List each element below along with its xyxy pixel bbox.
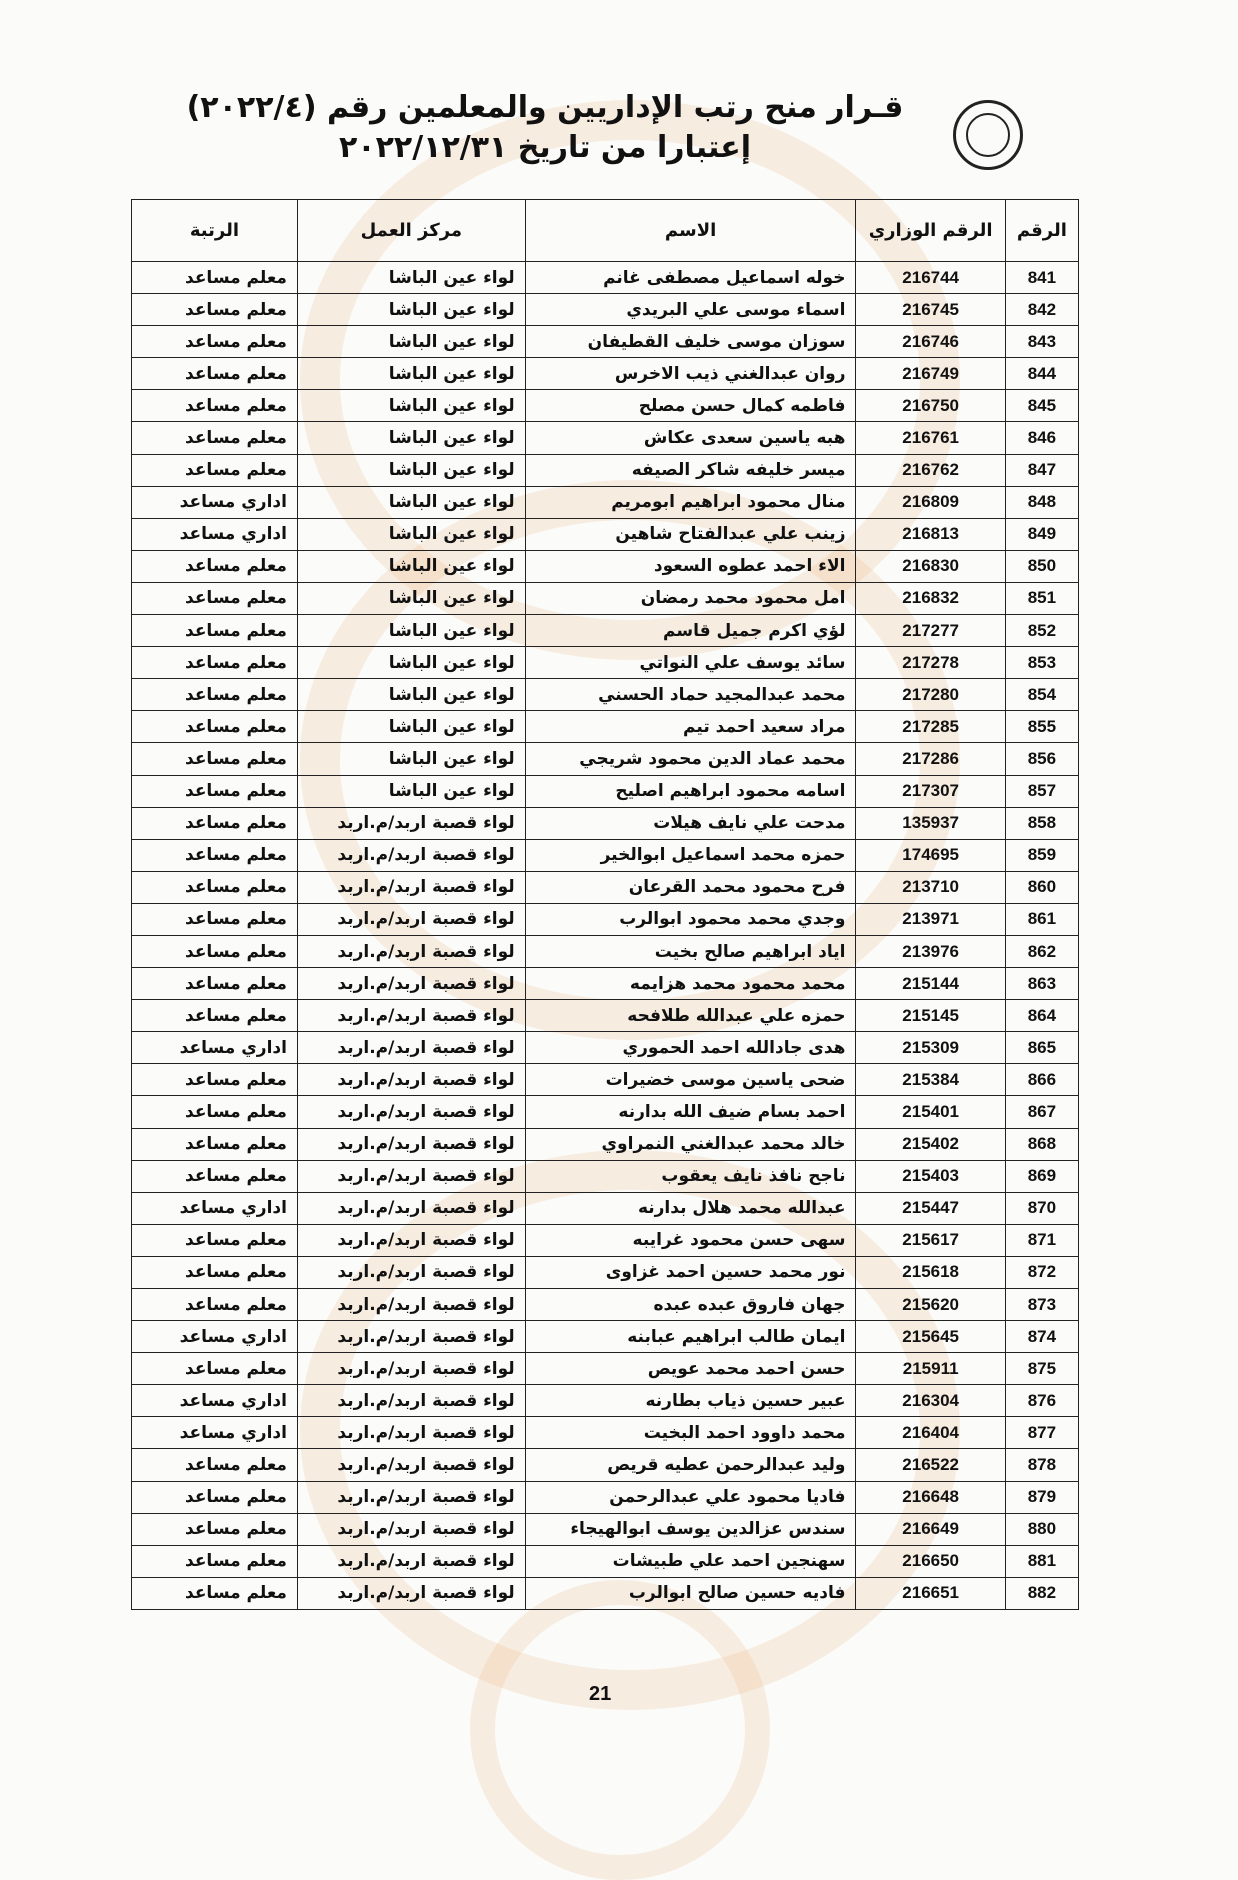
row-ministry-id: 216762 bbox=[856, 454, 1005, 486]
table-row bbox=[132, 1128, 1079, 1160]
row-name: زينب علي عبدالفتاح شاهين bbox=[525, 518, 856, 550]
row-seq: 862 bbox=[1005, 935, 1078, 967]
row-rank: معلم مساعد bbox=[132, 1513, 298, 1545]
row-ministry-id: 215402 bbox=[856, 1128, 1005, 1160]
table-row bbox=[132, 711, 1079, 743]
row-name: ايمان طالب ابراهيم عبابنه bbox=[525, 1321, 856, 1353]
row-ministry-id: 213971 bbox=[856, 903, 1005, 935]
row-name: مراد سعيد احمد تيم bbox=[525, 711, 856, 743]
table-header-row bbox=[132, 200, 1079, 262]
row-name: لؤي اكرم جميل قاسم bbox=[525, 615, 856, 647]
row-rank: معلم مساعد bbox=[132, 1289, 298, 1321]
watermark-ring bbox=[470, 1580, 770, 1880]
row-seq: 879 bbox=[1005, 1481, 1078, 1513]
table-row bbox=[132, 968, 1079, 1000]
row-ministry-id: 217280 bbox=[856, 679, 1005, 711]
table-row bbox=[132, 1513, 1079, 1545]
row-seq: 871 bbox=[1005, 1224, 1078, 1256]
row-name: فاطمه كمال حسن مصلح bbox=[525, 390, 856, 422]
row-work-center: لواء قصبة اربد/م.اربد bbox=[297, 1577, 525, 1609]
row-seq: 848 bbox=[1005, 486, 1078, 518]
header-ministry-id: الرقم الوزاري bbox=[856, 200, 1005, 262]
row-ministry-id: 216761 bbox=[856, 422, 1005, 454]
row-work-center: لواء قصبة اربد/م.اربد bbox=[297, 1417, 525, 1449]
table-row bbox=[132, 935, 1079, 967]
row-name: اسامه محمود ابراهيم اصليح bbox=[525, 775, 856, 807]
row-seq: 872 bbox=[1005, 1256, 1078, 1288]
table-row bbox=[132, 743, 1079, 775]
table-row bbox=[132, 1353, 1079, 1385]
table-row bbox=[132, 1256, 1079, 1288]
row-work-center: لواء عين الباشا bbox=[297, 486, 525, 518]
row-rank: معلم مساعد bbox=[132, 775, 298, 807]
row-ministry-id: 215617 bbox=[856, 1224, 1005, 1256]
row-work-center: لواء عين الباشا bbox=[297, 775, 525, 807]
row-work-center: لواء قصبة اربد/م.اربد bbox=[297, 839, 525, 871]
row-rank: معلم مساعد bbox=[132, 326, 298, 358]
row-seq: 882 bbox=[1005, 1577, 1078, 1609]
row-name: اسماء موسى علي البريدي bbox=[525, 294, 856, 326]
row-name: ضحى ياسين موسى خضيرات bbox=[525, 1064, 856, 1096]
row-rank: معلم مساعد bbox=[132, 807, 298, 839]
row-ministry-id: 215145 bbox=[856, 1000, 1005, 1032]
row-work-center: لواء عين الباشا bbox=[297, 743, 525, 775]
row-seq: 861 bbox=[1005, 903, 1078, 935]
row-seq: 850 bbox=[1005, 550, 1078, 582]
row-name: محمد داوود احمد البخيت bbox=[525, 1417, 856, 1449]
row-name: محمد عبدالمجيد حماد الحسني bbox=[525, 679, 856, 711]
row-rank: معلم مساعد bbox=[132, 1449, 298, 1481]
table-row bbox=[132, 839, 1079, 871]
row-rank: معلم مساعد bbox=[132, 1353, 298, 1385]
row-rank: معلم مساعد bbox=[132, 968, 298, 1000]
row-seq: 858 bbox=[1005, 807, 1078, 839]
row-work-center: لواء عين الباشا bbox=[297, 294, 525, 326]
row-ministry-id: 216749 bbox=[856, 358, 1005, 390]
row-seq: 867 bbox=[1005, 1096, 1078, 1128]
table-row bbox=[132, 422, 1079, 454]
row-rank: معلم مساعد bbox=[132, 1224, 298, 1256]
row-rank: معلم مساعد bbox=[132, 935, 298, 967]
row-rank: اداري مساعد bbox=[132, 1192, 298, 1224]
row-rank: معلم مساعد bbox=[132, 390, 298, 422]
table-row bbox=[132, 647, 1079, 679]
table-row bbox=[132, 1032, 1079, 1064]
row-rank: اداري مساعد bbox=[132, 1417, 298, 1449]
row-seq: 869 bbox=[1005, 1160, 1078, 1192]
row-ministry-id: 216648 bbox=[856, 1481, 1005, 1513]
table-row bbox=[132, 390, 1079, 422]
row-ministry-id: 215618 bbox=[856, 1256, 1005, 1288]
table-body bbox=[132, 262, 1079, 1610]
table-row bbox=[132, 1417, 1079, 1449]
row-seq: 866 bbox=[1005, 1064, 1078, 1096]
table-row bbox=[132, 1321, 1079, 1353]
row-ministry-id: 174695 bbox=[856, 839, 1005, 871]
table-row bbox=[132, 262, 1079, 294]
row-work-center: لواء عين الباشا bbox=[297, 454, 525, 486]
row-work-center: لواء عين الباشا bbox=[297, 647, 525, 679]
row-ministry-id: 216304 bbox=[856, 1385, 1005, 1417]
row-rank: معلم مساعد bbox=[132, 1256, 298, 1288]
table-row bbox=[132, 582, 1079, 614]
row-rank: معلم مساعد bbox=[132, 743, 298, 775]
row-seq: 881 bbox=[1005, 1545, 1078, 1577]
row-work-center: لواء عين الباشا bbox=[297, 582, 525, 614]
table-row bbox=[132, 1289, 1079, 1321]
row-ministry-id: 216830 bbox=[856, 550, 1005, 582]
row-seq: 845 bbox=[1005, 390, 1078, 422]
row-work-center: لواء عين الباشا bbox=[297, 358, 525, 390]
header-name: الاسم bbox=[525, 200, 856, 262]
row-seq: 860 bbox=[1005, 871, 1078, 903]
table-row bbox=[132, 1160, 1079, 1192]
table-row bbox=[132, 294, 1079, 326]
row-ministry-id: 215309 bbox=[856, 1032, 1005, 1064]
row-seq: 854 bbox=[1005, 679, 1078, 711]
row-rank: معلم مساعد bbox=[132, 454, 298, 486]
row-ministry-id: 213710 bbox=[856, 871, 1005, 903]
row-name: سهنجين احمد علي طبيشات bbox=[525, 1545, 856, 1577]
row-work-center: لواء قصبة اربد/م.اربد bbox=[297, 1545, 525, 1577]
staff-table bbox=[131, 199, 1079, 1610]
row-rank: معلم مساعد bbox=[132, 422, 298, 454]
row-work-center: لواء قصبة اربد/م.اربد bbox=[297, 1256, 525, 1288]
row-seq: 880 bbox=[1005, 1513, 1078, 1545]
row-rank: معلم مساعد bbox=[132, 582, 298, 614]
row-seq: 849 bbox=[1005, 518, 1078, 550]
row-work-center: لواء عين الباشا bbox=[297, 711, 525, 743]
row-seq: 851 bbox=[1005, 582, 1078, 614]
row-ministry-id: 216404 bbox=[856, 1417, 1005, 1449]
table-row bbox=[132, 550, 1079, 582]
row-rank: معلم مساعد bbox=[132, 1160, 298, 1192]
row-ministry-id: 215144 bbox=[856, 968, 1005, 1000]
row-name: خوله اسماعيل مصطفى غانم bbox=[525, 262, 856, 294]
row-seq: 870 bbox=[1005, 1192, 1078, 1224]
document-title: قـرار منح رتب الإداريين والمعلمين رقم (٢٠٢٢/٤) إعتبارا من تاريخ ٢٠٢٢/١٢/٣١ bbox=[186, 90, 904, 165]
row-name: حسن احمد محمد عويص bbox=[525, 1353, 856, 1385]
row-work-center: لواء قصبة اربد/م.اربد bbox=[297, 1289, 525, 1321]
table-row bbox=[132, 1385, 1079, 1417]
row-ministry-id: 217278 bbox=[856, 647, 1005, 679]
row-rank: معلم مساعد bbox=[132, 839, 298, 871]
row-work-center: لواء قصبة اربد/م.اربد bbox=[297, 1032, 525, 1064]
row-seq: 853 bbox=[1005, 647, 1078, 679]
row-rank: معلم مساعد bbox=[132, 711, 298, 743]
row-work-center: لواء عين الباشا bbox=[297, 615, 525, 647]
row-ministry-id: 215911 bbox=[856, 1353, 1005, 1385]
table-row bbox=[132, 518, 1079, 550]
table-row bbox=[132, 1096, 1079, 1128]
row-ministry-id: 216746 bbox=[856, 326, 1005, 358]
row-ministry-id: 216750 bbox=[856, 390, 1005, 422]
table-row bbox=[132, 807, 1079, 839]
table-row bbox=[132, 1224, 1079, 1256]
row-name: سندس عزالدين يوسف ابوالهيجاء bbox=[525, 1513, 856, 1545]
row-name: عبير حسين ذياب بطارنه bbox=[525, 1385, 856, 1417]
row-rank: اداري مساعد bbox=[132, 486, 298, 518]
row-name: هدى جادالله احمد الحموري bbox=[525, 1032, 856, 1064]
row-name: ناجح نافذ نايف يعقوب bbox=[525, 1160, 856, 1192]
row-name: امل محمود محمد رمضان bbox=[525, 582, 856, 614]
row-name: وليد عبدالرحمن عطيه قريص bbox=[525, 1449, 856, 1481]
row-rank: معلم مساعد bbox=[132, 1545, 298, 1577]
row-name: محمد عماد الدين محمود شريجي bbox=[525, 743, 856, 775]
row-name: خالد محمد عبدالغني النمراوي bbox=[525, 1128, 856, 1160]
row-seq: 874 bbox=[1005, 1321, 1078, 1353]
row-seq: 863 bbox=[1005, 968, 1078, 1000]
row-name: هبه ياسين سعدى عكاش bbox=[525, 422, 856, 454]
row-ministry-id: 216522 bbox=[856, 1449, 1005, 1481]
row-ministry-id: 217285 bbox=[856, 711, 1005, 743]
row-seq: 877 bbox=[1005, 1417, 1078, 1449]
row-work-center: لواء قصبة اربد/م.اربد bbox=[297, 1321, 525, 1353]
row-seq: 868 bbox=[1005, 1128, 1078, 1160]
row-ministry-id: 215401 bbox=[856, 1096, 1005, 1128]
row-work-center: لواء قصبة اربد/م.اربد bbox=[297, 903, 525, 935]
row-work-center: لواء عين الباشا bbox=[297, 390, 525, 422]
row-name: مدحت علي نايف هيلات bbox=[525, 807, 856, 839]
row-rank: اداري مساعد bbox=[132, 1321, 298, 1353]
row-ministry-id: 216651 bbox=[856, 1577, 1005, 1609]
row-name: روان عبدالغني ذيب الاخرس bbox=[525, 358, 856, 390]
row-seq: 856 bbox=[1005, 743, 1078, 775]
row-seq: 873 bbox=[1005, 1289, 1078, 1321]
table-row bbox=[132, 615, 1079, 647]
row-ministry-id: 216650 bbox=[856, 1545, 1005, 1577]
row-rank: معلم مساعد bbox=[132, 679, 298, 711]
row-rank: معلم مساعد bbox=[132, 647, 298, 679]
row-work-center: لواء عين الباشا bbox=[297, 518, 525, 550]
row-work-center: لواء قصبة اربد/م.اربد bbox=[297, 1096, 525, 1128]
row-work-center: لواء قصبة اربد/م.اربد bbox=[297, 1385, 525, 1417]
table-row bbox=[132, 775, 1079, 807]
row-name: عبدالله محمد هلال بدارنه bbox=[525, 1192, 856, 1224]
row-work-center: لواء عين الباشا bbox=[297, 326, 525, 358]
header-rank: الرتبة bbox=[132, 200, 298, 262]
row-seq: 841 bbox=[1005, 262, 1078, 294]
table-row bbox=[132, 1449, 1079, 1481]
row-seq: 876 bbox=[1005, 1385, 1078, 1417]
header-seq: الرقم bbox=[1005, 200, 1078, 262]
row-name: حمزه علي عبدالله طلافحه bbox=[525, 1000, 856, 1032]
row-name: سهى حسن محمود غرايبه bbox=[525, 1224, 856, 1256]
row-rank: معلم مساعد bbox=[132, 1096, 298, 1128]
row-seq: 857 bbox=[1005, 775, 1078, 807]
row-rank: معلم مساعد bbox=[132, 1000, 298, 1032]
row-name: جهان فاروق عبده عبده bbox=[525, 1289, 856, 1321]
row-ministry-id: 217307 bbox=[856, 775, 1005, 807]
row-rank: معلم مساعد bbox=[132, 294, 298, 326]
row-ministry-id: 216744 bbox=[856, 262, 1005, 294]
row-work-center: لواء قصبة اربد/م.اربد bbox=[297, 1353, 525, 1385]
table-row bbox=[132, 1481, 1079, 1513]
row-work-center: لواء قصبة اربد/م.اربد bbox=[297, 1064, 525, 1096]
row-ministry-id: 217277 bbox=[856, 615, 1005, 647]
row-rank: معلم مساعد bbox=[132, 1577, 298, 1609]
row-name: محمد محمود محمد هزايمه bbox=[525, 968, 856, 1000]
row-seq: 852 bbox=[1005, 615, 1078, 647]
row-name: نور محمد حسين احمد غزاوى bbox=[525, 1256, 856, 1288]
table-row bbox=[132, 1577, 1079, 1609]
table-row bbox=[132, 486, 1079, 518]
row-rank: معلم مساعد bbox=[132, 550, 298, 582]
row-seq: 865 bbox=[1005, 1032, 1078, 1064]
row-work-center: لواء قصبة اربد/م.اربد bbox=[297, 871, 525, 903]
table-row bbox=[132, 871, 1079, 903]
header-work-center: مركز العمل bbox=[297, 200, 525, 262]
row-work-center: لواء قصبة اربد/م.اربد bbox=[297, 1449, 525, 1481]
row-rank: معلم مساعد bbox=[132, 1128, 298, 1160]
row-ministry-id: 216813 bbox=[856, 518, 1005, 550]
row-name: سائد يوسف علي النواتي bbox=[525, 647, 856, 679]
row-ministry-id: 216649 bbox=[856, 1513, 1005, 1545]
row-rank: اداري مساعد bbox=[132, 1385, 298, 1417]
row-name: منال محمود ابراهيم ابومريم bbox=[525, 486, 856, 518]
row-name: فاديه حسين صالح ابوالرب bbox=[525, 1577, 856, 1609]
ministry-seal-icon bbox=[953, 100, 1023, 170]
table-row bbox=[132, 1000, 1079, 1032]
row-ministry-id: 215384 bbox=[856, 1064, 1005, 1096]
row-work-center: لواء قصبة اربد/م.اربد bbox=[297, 1128, 525, 1160]
row-rank: معلم مساعد bbox=[132, 903, 298, 935]
row-seq: 855 bbox=[1005, 711, 1078, 743]
row-rank: معلم مساعد bbox=[132, 262, 298, 294]
table-row bbox=[132, 454, 1079, 486]
row-rank: معلم مساعد bbox=[132, 871, 298, 903]
row-name: ميسر خليفه شاكر الصيفه bbox=[525, 454, 856, 486]
row-ministry-id: 135937 bbox=[856, 807, 1005, 839]
row-work-center: لواء قصبة اربد/م.اربد bbox=[297, 1224, 525, 1256]
row-name: فرح محمود محمد القرعان bbox=[525, 871, 856, 903]
row-name: سوزان موسى خليف القطيفان bbox=[525, 326, 856, 358]
row-work-center: لواء عين الباشا bbox=[297, 262, 525, 294]
row-rank: اداري مساعد bbox=[132, 1032, 298, 1064]
row-rank: معلم مساعد bbox=[132, 358, 298, 390]
row-work-center: لواء قصبة اربد/م.اربد bbox=[297, 1481, 525, 1513]
row-seq: 878 bbox=[1005, 1449, 1078, 1481]
row-ministry-id: 216745 bbox=[856, 294, 1005, 326]
row-seq: 864 bbox=[1005, 1000, 1078, 1032]
row-rank: معلم مساعد bbox=[132, 1481, 298, 1513]
row-name: وجدي محمد محمود ابوالرب bbox=[525, 903, 856, 935]
row-name: حمزه محمد اسماعيل ابوالخير bbox=[525, 839, 856, 871]
row-name: فاديا محمود علي عبدالرحمن bbox=[525, 1481, 856, 1513]
row-work-center: لواء قصبة اربد/م.اربد bbox=[297, 1513, 525, 1545]
row-work-center: لواء عين الباشا bbox=[297, 679, 525, 711]
row-seq: 846 bbox=[1005, 422, 1078, 454]
row-seq: 843 bbox=[1005, 326, 1078, 358]
row-work-center: لواء عين الباشا bbox=[297, 550, 525, 582]
table-row bbox=[132, 358, 1079, 390]
row-name: الاء احمد عطوه السعود bbox=[525, 550, 856, 582]
table-row bbox=[132, 679, 1079, 711]
row-seq: 842 bbox=[1005, 294, 1078, 326]
row-ministry-id: 217286 bbox=[856, 743, 1005, 775]
row-work-center: لواء قصبة اربد/م.اربد bbox=[297, 968, 525, 1000]
table-row bbox=[132, 1192, 1079, 1224]
row-ministry-id: 215403 bbox=[856, 1160, 1005, 1192]
row-ministry-id: 213976 bbox=[856, 935, 1005, 967]
row-work-center: لواء قصبة اربد/م.اربد bbox=[297, 935, 525, 967]
row-name: اياد ابراهيم صالح بخيت bbox=[525, 935, 856, 967]
row-ministry-id: 215620 bbox=[856, 1289, 1005, 1321]
row-ministry-id: 215645 bbox=[856, 1321, 1005, 1353]
row-work-center: لواء قصبة اربد/م.اربد bbox=[297, 1000, 525, 1032]
row-seq: 847 bbox=[1005, 454, 1078, 486]
table-row bbox=[132, 1064, 1079, 1096]
table-row bbox=[132, 903, 1079, 935]
row-name: احمد بسام ضيف الله بدارنه bbox=[525, 1096, 856, 1128]
row-ministry-id: 216809 bbox=[856, 486, 1005, 518]
table-row bbox=[132, 326, 1079, 358]
page-number: 21 bbox=[589, 1683, 612, 1705]
row-work-center: لواء قصبة اربد/م.اربد bbox=[297, 1160, 525, 1192]
row-seq: 844 bbox=[1005, 358, 1078, 390]
row-seq: 859 bbox=[1005, 839, 1078, 871]
row-rank: معلم مساعد bbox=[132, 615, 298, 647]
row-ministry-id: 216832 bbox=[856, 582, 1005, 614]
row-rank: اداري مساعد bbox=[132, 518, 298, 550]
table-row bbox=[132, 1545, 1079, 1577]
row-work-center: لواء قصبة اربد/م.اربد bbox=[297, 807, 525, 839]
row-rank: معلم مساعد bbox=[132, 1064, 298, 1096]
row-ministry-id: 215447 bbox=[856, 1192, 1005, 1224]
row-seq: 875 bbox=[1005, 1353, 1078, 1385]
row-work-center: لواء عين الباشا bbox=[297, 422, 525, 454]
row-work-center: لواء قصبة اربد/م.اربد bbox=[297, 1192, 525, 1224]
